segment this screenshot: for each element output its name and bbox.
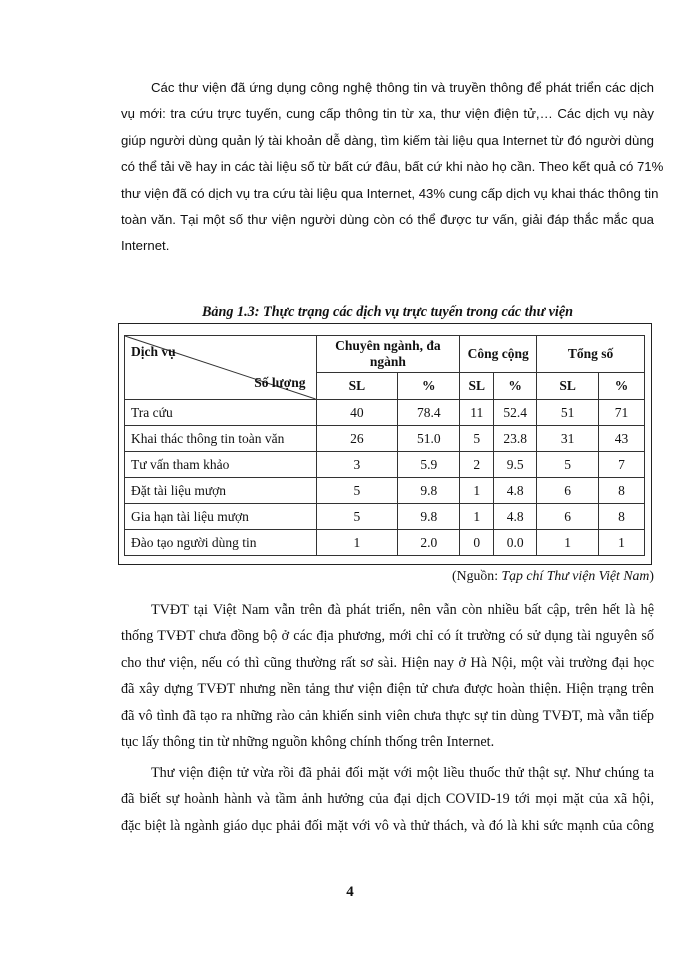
cell-value: 43 [599, 426, 645, 452]
cell-value: 51.0 [398, 426, 460, 452]
text-line: toàn văn. Tại một số thư viện người dùng còn có thể được tư vấn, giải đáp thắc mắc qua [121, 212, 654, 228]
table-row [125, 530, 645, 556]
cell-value: 8 [599, 478, 645, 504]
cell-value: 9.8 [398, 478, 460, 504]
source-suffix: ) [649, 568, 654, 583]
cell-value: 31 [537, 426, 599, 452]
cell-value: 1 [316, 530, 398, 556]
text-line: đặc biệt là ngành giáo dục phải đối mặt với vô và thử thách, và đó là khi sức mạnh của công [121, 817, 654, 834]
table-row [125, 426, 645, 452]
table-caption: Bảng 1.3: Thực trạng các dịch vụ trực tuyến trong các thư viện [201, 304, 574, 320]
cell-value: 7 [599, 452, 645, 478]
paragraph-3 [121, 760, 654, 839]
text-line: đã biết sự hoành hành và tầm ảnh hưởng của đại dịch COVID-19 tới mọi mặt của xã hội, [121, 791, 654, 808]
service-name: Tư vấn tham khảo [125, 452, 317, 478]
cell-value: 4.8 [494, 478, 537, 504]
cell-value: 3 [316, 452, 398, 478]
cell-value: 2.0 [398, 530, 460, 556]
cell-value: 40 [316, 400, 398, 426]
cell-value: 0.0 [494, 530, 537, 556]
cell-value: 23.8 [494, 426, 537, 452]
cell-value: 5 [460, 426, 494, 452]
group-header-public: Công cộng [460, 336, 537, 373]
cell-value: 11 [460, 400, 494, 426]
cell-value: 1 [599, 530, 645, 556]
service-name: Đào tạo người dùng tin [125, 530, 317, 556]
table-source [121, 568, 654, 584]
header-quantity: Số lượng [254, 375, 306, 390]
cell-value: 1 [460, 504, 494, 530]
text-line: Các thư viện đã ứng dụng công nghệ thông tin và truyền thông để phát triển các dịch [151, 80, 654, 95]
table-row [125, 452, 645, 478]
corner-header-cell [125, 336, 317, 400]
text-line: đã xây dựng TVĐT nhưng nền tảng thư viện điện tử chưa được hoàn thiện. Hiện trạng trên [121, 681, 654, 698]
sub-header-pct: % [599, 373, 645, 400]
cell-value: 6 [537, 504, 599, 530]
service-name: Khai thác thông tin toàn văn [125, 426, 317, 452]
text-line: thống TVĐT chưa đồng bộ ở các địa phương, mới chỉ có ít trường có sử dụng tài nguyên số [121, 628, 654, 645]
text-line: có thể tải về hay in các tài liệu số từ bất cứ đâu, bất cứ khi nào họ cần. Theo kết quả có 71% [121, 159, 664, 175]
group-header-total: Tổng số [537, 336, 645, 373]
sub-header-sl: SL [537, 373, 599, 400]
text-line: tục lấy thông tin từ những nguồn không chính thống trên Internet. [121, 734, 495, 751]
cell-value: 4.8 [494, 504, 537, 530]
cell-value: 52.4 [494, 400, 537, 426]
table-row [125, 504, 645, 530]
sub-header-pct: % [494, 373, 537, 400]
cell-value: 78.4 [398, 400, 460, 426]
cell-value: 0 [460, 530, 494, 556]
paragraph-2 [121, 597, 654, 755]
cell-value: 1 [537, 530, 599, 556]
cell-value: 5 [537, 452, 599, 478]
sub-header-pct: % [398, 373, 460, 400]
cell-value: 5 [316, 478, 398, 504]
text-line: giúp người dùng quản lý tài khoản dễ dàng, tìm kiếm tài liệu qua Internet từ đó người dùng [121, 132, 654, 148]
service-name: Tra cứu [125, 400, 317, 426]
page-number: 4 [346, 884, 354, 900]
group-header-specialized: Chuyên ngành, đa ngành [316, 336, 460, 373]
table-row [125, 400, 645, 426]
paragraph-1 [121, 75, 664, 260]
text-line: Internet. [121, 238, 170, 254]
text-line: Thư viện điện tử vừa rồi đã phải đối mặt với một liều thuốc thử thật sự. Như chúng ta [151, 765, 654, 781]
cell-value: 6 [537, 478, 599, 504]
cell-value: 2 [460, 452, 494, 478]
source-prefix: (Nguồn: [452, 568, 502, 583]
source-title: Tạp chí Thư viện Việt Nam [501, 568, 650, 583]
services-table [124, 335, 645, 556]
cell-value: 26 [316, 426, 398, 452]
cell-value: 71 [599, 400, 645, 426]
cell-value: 9.5 [494, 452, 537, 478]
text-line: thư viện đã có dịch vụ tra cứu tài liệu qua Internet, 43% cung cấp dịch vụ khai thác thông tin [121, 185, 659, 201]
cell-value: 51 [537, 400, 599, 426]
text-line: cho thư viện, nếu có thì cũng thường rất sơ sài. Hiện nay ở Hà Nội, một vài trường đại học [121, 654, 654, 671]
sub-header-sl: SL [460, 373, 494, 400]
cell-value: 9.8 [398, 504, 460, 530]
text-line: TVĐT tại Việt Nam vẫn trên đà phát triển, nên vẫn còn nhiều bất cập, trên hết là hệ [151, 602, 654, 618]
cell-value: 8 [599, 504, 645, 530]
header-service: Dịch vụ [131, 344, 176, 359]
text-line: đã vô tình đã tạo ra những rào cản khiến sinh viên chưa thực sự tin dùng TVĐT, mà vẫn tiếp [121, 707, 654, 724]
cell-value: 5 [316, 504, 398, 530]
cell-value: 5.9 [398, 452, 460, 478]
service-name: Gia hạn tài liệu mượn [125, 504, 317, 530]
cell-value: 1 [460, 478, 494, 504]
sub-header-sl: SL [316, 373, 398, 400]
text-line: vụ mới: tra cứu trực tuyến, cung cấp thông tin từ xa, thư viện điện tử,… Các dịch vụ này [121, 106, 654, 122]
table-row [125, 478, 645, 504]
service-name: Đặt tài liệu mượn [125, 478, 317, 504]
